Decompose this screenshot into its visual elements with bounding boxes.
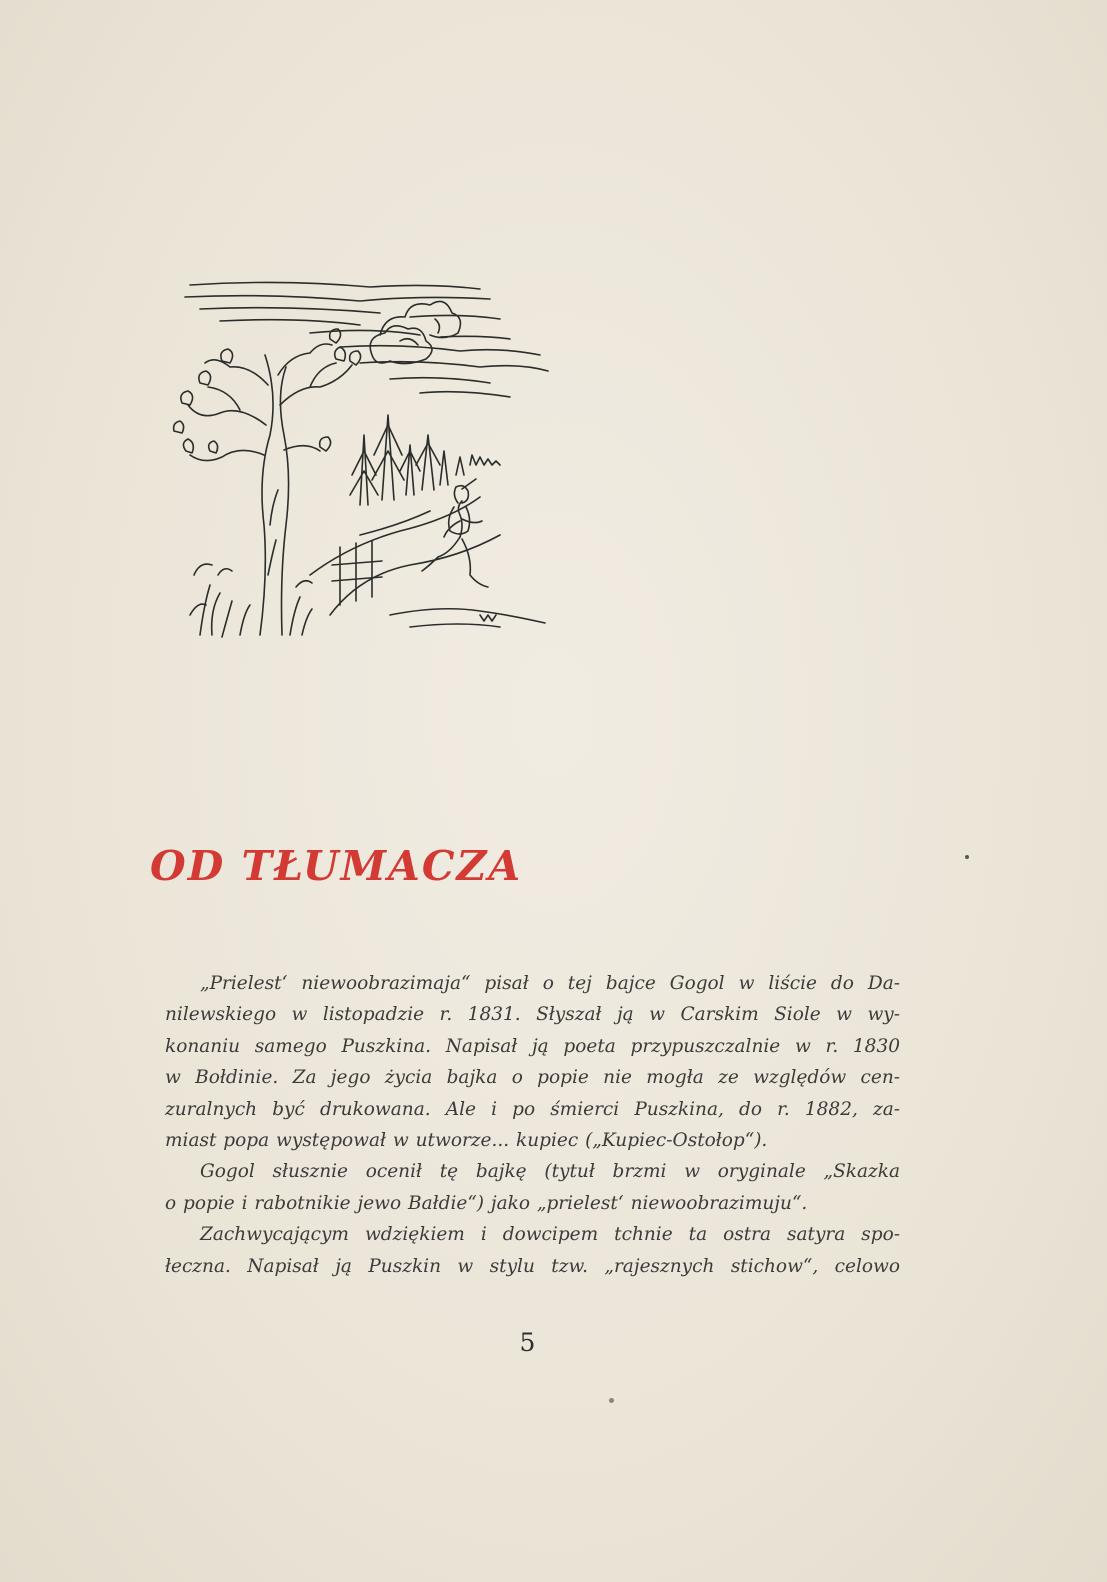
paragraph-3 [165, 1219, 900, 1282]
translator-note-text [165, 968, 900, 1282]
text-line: „Prielest‘ niewoobrazimaja“ pisał o tej bajce Gogol w liście do Da- [200, 973, 900, 994]
sketch-drawing [160, 275, 555, 655]
text-line: zuralnych być drukowana. Ale i po śmierci Puszkina, do r. 1882, za- [165, 1098, 900, 1120]
pen-ink-illustration [160, 275, 555, 655]
text-line: o popie i rabotnikie jewo Bałdie“) jako „prielest‘ niewoobrazimuju“. [165, 1192, 808, 1214]
text-line: Zachwycającym wdziękiem i dowcipem tchnie ta ostra satyra spo- [200, 1224, 900, 1246]
text-line: Gogol słusznie ocenił tę bajkę (tytuł brzmi w oryginale „Skazka [200, 1161, 900, 1183]
text-line: nilewskiego w listopadzie r. 1831. Słyszał ją w Carskim Siole w wy- [165, 1004, 900, 1026]
paper-speck [609, 1398, 614, 1403]
paragraph-1 [165, 968, 900, 1156]
text-line: miast popa występował w utworze... kupiec („Kupiec-Ostołop“). [165, 1130, 768, 1152]
text-line: łeczna. Napisał ją Puszkin w stylu tzw. „rajesznych stichow“, celowo [165, 1255, 900, 1277]
chapter-heading: OD TŁUMACZA [150, 842, 523, 890]
paragraph-2 [165, 1156, 900, 1219]
paper-speck [965, 855, 969, 859]
page-number: 5 [519, 1328, 536, 1357]
text-line: konaniu samego Puszkina. Napisał ją poeta przypuszczalnie w r. 1830 [165, 1035, 900, 1057]
text-line: w Bołdinie. Za jego życia bajka o popie nie mogła ze względów cen- [165, 1067, 900, 1089]
